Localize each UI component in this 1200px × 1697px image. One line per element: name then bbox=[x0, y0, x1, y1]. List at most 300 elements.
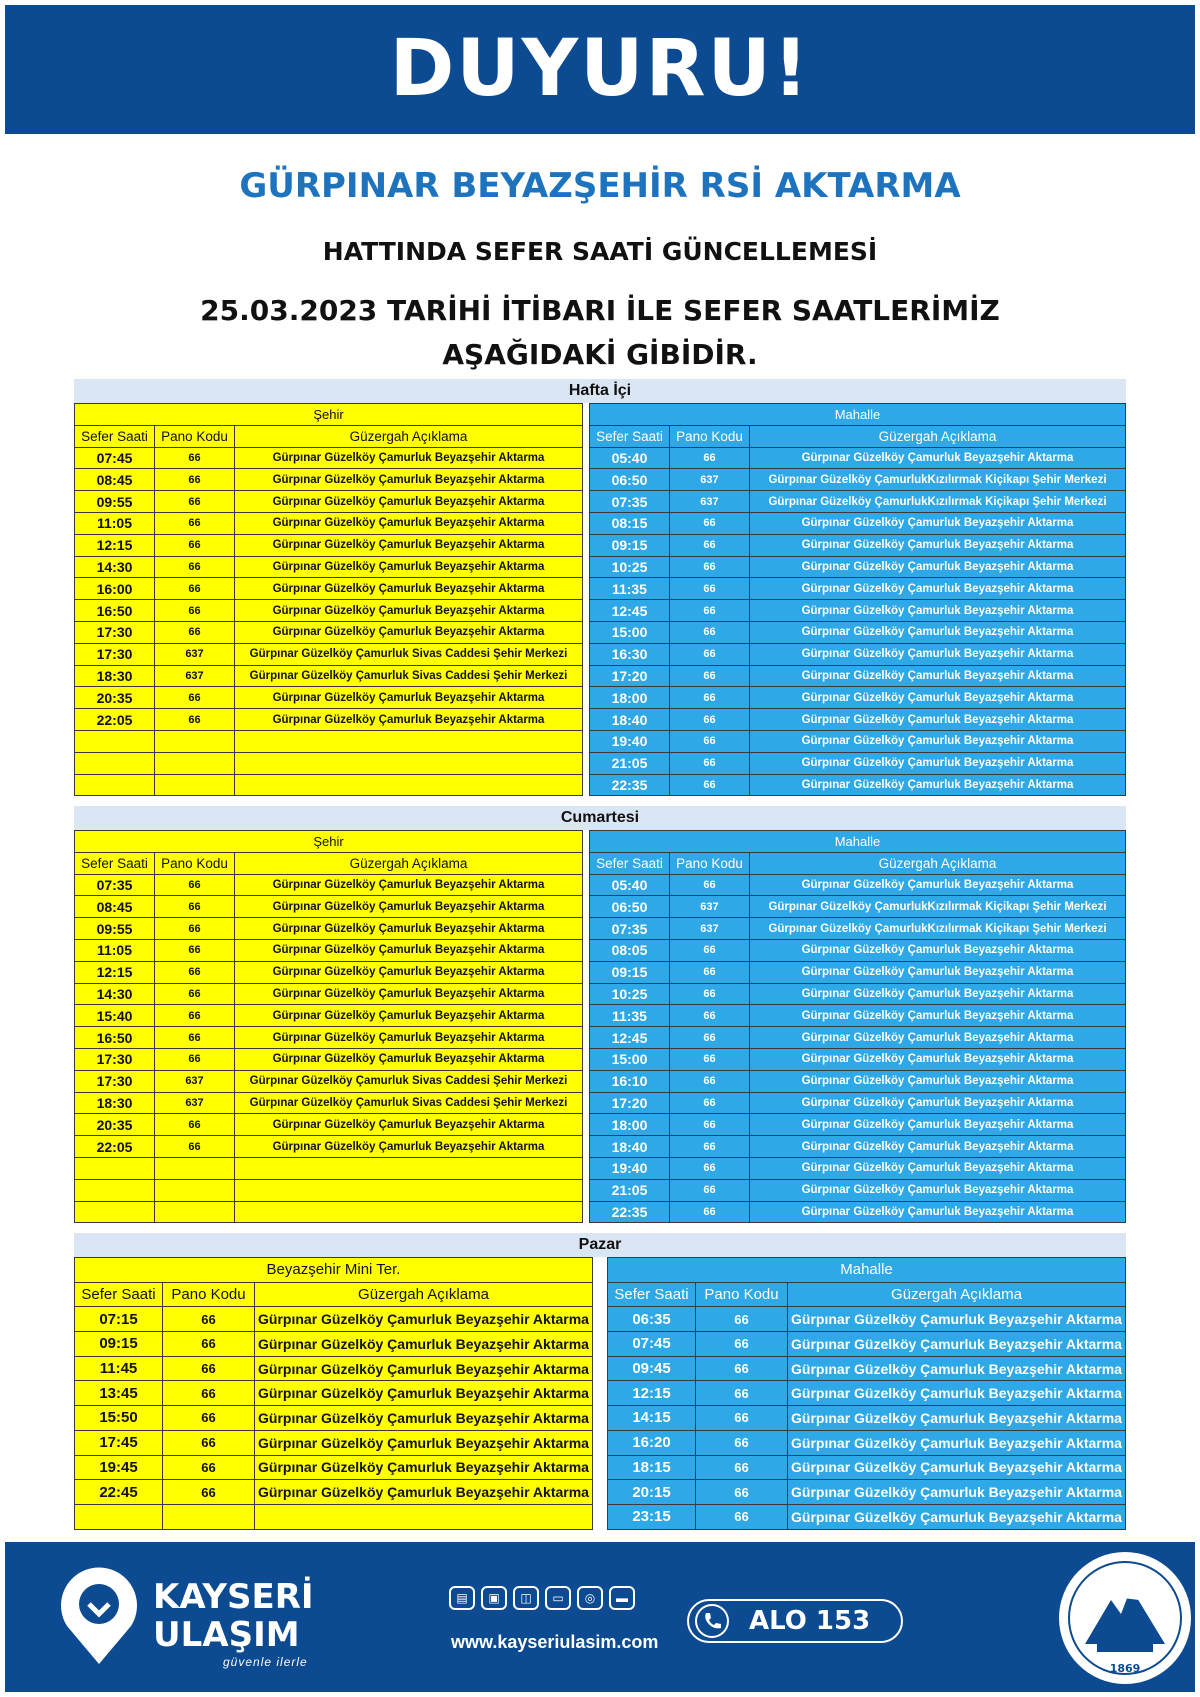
cell-route: Gürpınar Güzelköy Çamurluk Beyazşehir Aktarma bbox=[749, 983, 1125, 1005]
cell-code: 66 bbox=[163, 1307, 255, 1332]
cell-route: Gürpınar Güzelköy Çamurluk Beyazşehir Aktarma bbox=[255, 1356, 593, 1381]
table-row bbox=[608, 1430, 1126, 1455]
cell-code: 66 bbox=[163, 1381, 255, 1406]
table-row bbox=[75, 1307, 593, 1332]
cell-code: 66 bbox=[669, 1005, 749, 1027]
cell-route: Gürpınar Güzelköy Çamurluk Beyazşehir Aktarma bbox=[788, 1504, 1126, 1529]
cell-code: 66 bbox=[669, 687, 749, 709]
cell-time: 15:50 bbox=[75, 1406, 163, 1431]
cell-route: Gürpınar Güzelköy Çamurluk Beyazşehir Aktarma bbox=[235, 874, 583, 896]
table-row bbox=[75, 1157, 583, 1179]
cell-route: Gürpınar Güzelköy Çamurluk Beyazşehir Aktarma bbox=[749, 1157, 1125, 1179]
cell-time: 09:15 bbox=[589, 961, 669, 983]
cell-code: 66 bbox=[155, 687, 235, 709]
column-header-route: Güzergah Açıklama bbox=[235, 852, 583, 874]
table-row bbox=[75, 1504, 593, 1529]
table-title: Şehir bbox=[75, 404, 583, 426]
cell-route: Gürpınar Güzelköy Çamurluk Beyazşehir Aktarma bbox=[235, 556, 583, 578]
cell-code: 66 bbox=[155, 874, 235, 896]
cell-time: 22:45 bbox=[75, 1480, 163, 1505]
cell-time: 20:35 bbox=[75, 1114, 155, 1136]
cell-time: 17:20 bbox=[589, 665, 669, 687]
column-header-time: Sefer Saati bbox=[589, 425, 669, 447]
cell-time: 17:30 bbox=[75, 1070, 155, 1092]
table-row bbox=[608, 1455, 1126, 1480]
cell-code: 637 bbox=[669, 918, 749, 940]
table-row bbox=[589, 961, 1125, 983]
brand-line1: KAYSERİ bbox=[153, 1577, 314, 1617]
cell-time: 15:40 bbox=[75, 1005, 155, 1027]
table-row bbox=[75, 874, 583, 896]
table-row bbox=[75, 1114, 583, 1136]
table-row bbox=[75, 1027, 583, 1049]
cell-route: Gürpınar Güzelköy Çamurluk Beyazşehir Aktarma bbox=[255, 1480, 593, 1505]
cell-code: 66 bbox=[669, 1179, 749, 1201]
cell-time: 11:05 bbox=[75, 512, 155, 534]
column-header-time: Sefer Saati bbox=[75, 852, 155, 874]
table-row bbox=[589, 556, 1125, 578]
table-row bbox=[589, 1048, 1125, 1070]
cell-route: Gürpınar Güzelköy Çamurluk Beyazşehir Aktarma bbox=[235, 1027, 583, 1049]
cell-time: 10:25 bbox=[589, 983, 669, 1005]
column-header-row bbox=[608, 1282, 1126, 1307]
cell-route: Gürpınar Güzelköy Çamurluk Beyazşehir Aktarma bbox=[749, 1092, 1125, 1114]
column-header-time: Sefer Saati bbox=[589, 852, 669, 874]
table-row bbox=[75, 578, 583, 600]
table-row bbox=[75, 918, 583, 940]
table-row bbox=[75, 556, 583, 578]
cell-code: 66 bbox=[163, 1406, 255, 1431]
table-row bbox=[75, 1005, 583, 1027]
cell-code: 66 bbox=[696, 1332, 788, 1357]
cell-route: Gürpınar Güzelköy Çamurluk Beyazşehir Aktarma bbox=[749, 534, 1125, 556]
column-header-code: Pano Kodu bbox=[155, 425, 235, 447]
cell-time: 07:45 bbox=[608, 1332, 696, 1357]
cell-route: Gürpınar Güzelköy Çamurluk Beyazşehir Aktarma bbox=[749, 600, 1125, 622]
table-row bbox=[75, 1136, 583, 1158]
table-title: Mahalle bbox=[589, 831, 1125, 853]
column-header-time: Sefer Saati bbox=[608, 1282, 696, 1307]
column-header-route: Güzergah Açıklama bbox=[255, 1282, 593, 1307]
cell-time: 11:35 bbox=[589, 1005, 669, 1027]
cell-time: 08:45 bbox=[75, 896, 155, 918]
table-row bbox=[589, 874, 1125, 896]
cell-route: Gürpınar Güzelköy Çamurluk Beyazşehir Aktarma bbox=[235, 600, 583, 622]
cell-time bbox=[75, 730, 155, 752]
tram-icon: ▤ bbox=[449, 1586, 475, 1610]
cell-route: Gürpınar Güzelköy Çamurluk Beyazşehir Aktarma bbox=[235, 578, 583, 600]
cell-route: Gürpınar Güzelköy Çamurluk Beyazşehir Aktarma bbox=[749, 1048, 1125, 1070]
cell-code: 66 bbox=[669, 1136, 749, 1158]
cell-time: 12:15 bbox=[608, 1381, 696, 1406]
cell-time: 18:30 bbox=[75, 665, 155, 687]
cell-route: Gürpınar Güzelköy Çamurluk Beyazşehir Aktarma bbox=[749, 1070, 1125, 1092]
table-row bbox=[75, 534, 583, 556]
cell-route: Gürpınar Güzelköy Çamurluk Beyazşehir Aktarma bbox=[788, 1480, 1126, 1505]
cell-code: 66 bbox=[163, 1356, 255, 1381]
cell-route bbox=[235, 1179, 583, 1201]
cell-route: Gürpınar Güzelköy Çamurluk Beyazşehir Aktarma bbox=[235, 1048, 583, 1070]
cell-code: 637 bbox=[155, 1092, 235, 1114]
cell-time: 16:20 bbox=[608, 1430, 696, 1455]
table-title-row bbox=[75, 831, 583, 853]
cell-code: 66 bbox=[669, 512, 749, 534]
cell-route bbox=[255, 1504, 593, 1529]
cell-code: 66 bbox=[155, 447, 235, 469]
cell-route bbox=[235, 1157, 583, 1179]
cell-route: Gürpınar Güzelköy Çamurluk Beyazşehir Aktarma bbox=[788, 1332, 1126, 1357]
cell-code: 66 bbox=[163, 1455, 255, 1480]
phone-icon bbox=[695, 1604, 729, 1638]
cell-route bbox=[235, 774, 583, 796]
cell-route: Gürpınar Güzelköy Çamurluk Beyazşehir Aktarma bbox=[749, 578, 1125, 600]
cell-time: 09:15 bbox=[75, 1332, 163, 1357]
bicycle-icon: ◎ bbox=[577, 1586, 603, 1610]
table-row bbox=[589, 643, 1125, 665]
table-row bbox=[589, 491, 1125, 513]
table-row bbox=[589, 621, 1125, 643]
table-title-row bbox=[608, 1258, 1126, 1283]
cell-code: 66 bbox=[155, 918, 235, 940]
cell-time: 09:55 bbox=[75, 491, 155, 513]
effective-date-line2: AŞAĞIDAKİ GİBİDİR. bbox=[442, 338, 758, 371]
cell-route: Gürpınar Güzelköy Çamurluk Beyazşehir Aktarma bbox=[788, 1356, 1126, 1381]
cell-route bbox=[235, 730, 583, 752]
table-row bbox=[75, 643, 583, 665]
cell-route: Gürpınar Güzelköy ÇamurlukKızılırmak Kiçikapı Şehir Merkezi bbox=[749, 918, 1125, 940]
cell-time: 05:40 bbox=[589, 874, 669, 896]
table-row bbox=[589, 774, 1125, 796]
column-header-row bbox=[589, 425, 1125, 447]
cell-route: Gürpınar Güzelköy Çamurluk Sivas Caddesi Şehir Merkezi bbox=[235, 1070, 583, 1092]
cell-code: 66 bbox=[163, 1480, 255, 1505]
cell-route: Gürpınar Güzelköy Çamurluk Beyazşehir Aktarma bbox=[255, 1381, 593, 1406]
cell-route: Gürpınar Güzelköy Çamurluk Beyazşehir Aktarma bbox=[749, 556, 1125, 578]
cell-route: Gürpınar Güzelköy Çamurluk Beyazşehir Aktarma bbox=[788, 1307, 1126, 1332]
table-row bbox=[75, 1480, 593, 1505]
cell-time: 06:35 bbox=[608, 1307, 696, 1332]
table-row bbox=[75, 961, 583, 983]
cell-code: 66 bbox=[669, 983, 749, 1005]
cell-time: 15:00 bbox=[589, 621, 669, 643]
schedule-table-mahalle bbox=[607, 1257, 1126, 1530]
cell-code: 66 bbox=[669, 752, 749, 774]
cell-time: 08:05 bbox=[589, 939, 669, 961]
cell-code: 66 bbox=[669, 939, 749, 961]
table-row bbox=[75, 447, 583, 469]
cell-time: 17:45 bbox=[75, 1430, 163, 1455]
cell-code: 66 bbox=[669, 1201, 749, 1223]
cell-route: Gürpınar Güzelköy Çamurluk Beyazşehir Aktarma bbox=[235, 1114, 583, 1136]
cell-route: Gürpınar Güzelköy Çamurluk Beyazşehir Aktarma bbox=[749, 447, 1125, 469]
cell-code: 66 bbox=[669, 665, 749, 687]
update-title: HATTINDA SEFER SAATİ GÜNCELLEMESİ bbox=[322, 237, 878, 266]
table-row bbox=[589, 1201, 1125, 1223]
cell-code: 66 bbox=[669, 709, 749, 731]
effective-date-line1: 25.03.2023 TARİHİ İTİBARI İLE SEFER SAATLERİMİZ bbox=[200, 294, 1000, 327]
cell-time: 05:40 bbox=[589, 447, 669, 469]
cell-code: 66 bbox=[696, 1406, 788, 1431]
table-row bbox=[608, 1504, 1126, 1529]
cell-time: 11:05 bbox=[75, 939, 155, 961]
cell-time: 09:45 bbox=[608, 1356, 696, 1381]
column-header-time: Sefer Saati bbox=[75, 425, 155, 447]
table-row bbox=[589, 1070, 1125, 1092]
cell-route: Gürpınar Güzelköy Çamurluk Beyazşehir Aktarma bbox=[749, 621, 1125, 643]
cell-route: Gürpınar Güzelköy ÇamurlukKızılırmak Kiçikapı Şehir Merkezi bbox=[749, 469, 1125, 491]
brand-line2: ULAŞIM bbox=[153, 1615, 300, 1655]
cell-time: 16:50 bbox=[75, 1027, 155, 1049]
table-row bbox=[589, 512, 1125, 534]
cell-route: Gürpınar Güzelköy Çamurluk Sivas Caddesi Şehir Merkezi bbox=[235, 1092, 583, 1114]
cell-route: Gürpınar Güzelköy Çamurluk Beyazşehir Aktarma bbox=[235, 961, 583, 983]
column-header-route: Güzergah Açıklama bbox=[788, 1282, 1126, 1307]
table-row bbox=[75, 512, 583, 534]
cell-code: 66 bbox=[669, 730, 749, 752]
cell-code: 66 bbox=[155, 1005, 235, 1027]
cell-time: 13:45 bbox=[75, 1381, 163, 1406]
table-row bbox=[75, 896, 583, 918]
cell-route: Gürpınar Güzelköy Çamurluk Beyazşehir Aktarma bbox=[788, 1430, 1126, 1455]
bus-front-icon: ◫ bbox=[513, 1586, 539, 1610]
cell-code: 637 bbox=[155, 665, 235, 687]
card-icon: ▬ bbox=[609, 1586, 635, 1610]
schedule-table-beyazsehir bbox=[74, 1257, 593, 1530]
cell-time: 18:30 bbox=[75, 1092, 155, 1114]
cell-time: 14:30 bbox=[75, 556, 155, 578]
cell-route: Gürpınar Güzelköy Çamurluk Beyazşehir Aktarma bbox=[749, 874, 1125, 896]
cell-code: 66 bbox=[155, 709, 235, 731]
cell-code: 66 bbox=[696, 1381, 788, 1406]
table-row bbox=[608, 1307, 1126, 1332]
schedule-table-mahalle bbox=[589, 830, 1126, 1223]
car-icon: ▭ bbox=[545, 1586, 571, 1610]
cell-code: 66 bbox=[696, 1455, 788, 1480]
cell-route: Gürpınar Güzelköy Çamurluk Beyazşehir Aktarma bbox=[255, 1406, 593, 1431]
cell-code: 66 bbox=[155, 556, 235, 578]
cell-code bbox=[155, 1201, 235, 1223]
transport-icons bbox=[449, 1586, 635, 1610]
announcement-banner bbox=[5, 5, 1195, 134]
cell-code bbox=[155, 1179, 235, 1201]
cell-code: 66 bbox=[669, 1027, 749, 1049]
cell-time: 21:05 bbox=[589, 1179, 669, 1201]
section-saturday bbox=[74, 806, 1126, 1223]
cell-code bbox=[155, 1157, 235, 1179]
brand-tagline: güvenle ilerle bbox=[223, 1655, 308, 1669]
section-title: Hafta İçi bbox=[74, 379, 1126, 403]
table-row bbox=[589, 687, 1125, 709]
hotline-badge[interactable] bbox=[687, 1599, 903, 1643]
column-header-code: Pano Kodu bbox=[155, 852, 235, 874]
cell-time: 18:00 bbox=[589, 1114, 669, 1136]
cell-time bbox=[75, 752, 155, 774]
schedule-table-mahalle bbox=[589, 403, 1126, 796]
cell-time: 12:15 bbox=[75, 534, 155, 556]
cell-code: 66 bbox=[155, 469, 235, 491]
table-row bbox=[75, 1406, 593, 1431]
column-header-code: Pano Kodu bbox=[669, 852, 749, 874]
cell-code: 66 bbox=[669, 556, 749, 578]
table-row bbox=[75, 730, 583, 752]
cell-time: 09:55 bbox=[75, 918, 155, 940]
cell-code: 637 bbox=[155, 643, 235, 665]
cell-time bbox=[75, 1201, 155, 1223]
cell-route: Gürpınar Güzelköy Çamurluk Beyazşehir Aktarma bbox=[235, 939, 583, 961]
cell-code: 66 bbox=[669, 961, 749, 983]
cell-route: Gürpınar Güzelköy Çamurluk Beyazşehir Aktarma bbox=[235, 983, 583, 1005]
cell-code: 66 bbox=[163, 1332, 255, 1357]
seal-year: 1869 bbox=[1109, 1662, 1141, 1675]
table-row bbox=[589, 983, 1125, 1005]
cell-time bbox=[75, 1504, 163, 1529]
cell-time: 15:00 bbox=[589, 1048, 669, 1070]
table-row bbox=[589, 578, 1125, 600]
cell-code: 66 bbox=[696, 1307, 788, 1332]
cell-code: 66 bbox=[669, 774, 749, 796]
cell-route: Gürpınar Güzelköy Çamurluk Beyazşehir Aktarma bbox=[749, 1201, 1125, 1223]
cell-code: 66 bbox=[155, 983, 235, 1005]
cell-route: Gürpınar Güzelköy Çamurluk Beyazşehir Aktarma bbox=[235, 687, 583, 709]
cell-time: 14:15 bbox=[608, 1406, 696, 1431]
cell-code: 66 bbox=[155, 939, 235, 961]
cell-code: 66 bbox=[696, 1430, 788, 1455]
table-row bbox=[75, 665, 583, 687]
table-row bbox=[75, 1070, 583, 1092]
cell-route: Gürpınar Güzelköy Çamurluk Beyazşehir Aktarma bbox=[235, 621, 583, 643]
cell-code: 66 bbox=[669, 1114, 749, 1136]
hotline-number: ALO 153 bbox=[749, 1606, 871, 1636]
cell-time: 07:35 bbox=[75, 874, 155, 896]
cell-code: 66 bbox=[163, 1430, 255, 1455]
table-row bbox=[608, 1332, 1126, 1357]
cell-route: Gürpınar Güzelköy ÇamurlukKızılırmak Kiçikapı Şehir Merkezi bbox=[749, 491, 1125, 513]
cell-time bbox=[75, 1179, 155, 1201]
cell-time: 12:15 bbox=[75, 961, 155, 983]
table-row bbox=[75, 1381, 593, 1406]
cell-code: 637 bbox=[669, 469, 749, 491]
cell-route: Gürpınar Güzelköy Çamurluk Beyazşehir Aktarma bbox=[235, 896, 583, 918]
table-title: Şehir bbox=[75, 831, 583, 853]
cell-route: Gürpınar Güzelköy Çamurluk Beyazşehir Aktarma bbox=[235, 447, 583, 469]
cell-time: 17:30 bbox=[75, 1048, 155, 1070]
section-weekday bbox=[74, 379, 1126, 796]
cell-code: 66 bbox=[155, 1114, 235, 1136]
table-row bbox=[75, 621, 583, 643]
cell-time: 16:30 bbox=[589, 643, 669, 665]
cell-route: Gürpınar Güzelköy ÇamurlukKızılırmak Kiçikapı Şehir Merkezi bbox=[749, 896, 1125, 918]
cell-time: 07:15 bbox=[75, 1307, 163, 1332]
cell-time: 19:40 bbox=[589, 1157, 669, 1179]
cell-time: 17:20 bbox=[589, 1092, 669, 1114]
cell-time: 20:15 bbox=[608, 1480, 696, 1505]
table-row bbox=[589, 600, 1125, 622]
cell-time: 17:30 bbox=[75, 643, 155, 665]
cell-code: 66 bbox=[155, 512, 235, 534]
cell-route: Gürpınar Güzelköy Çamurluk Beyazşehir Aktarma bbox=[255, 1430, 593, 1455]
cell-time: 06:50 bbox=[589, 896, 669, 918]
cell-time: 08:45 bbox=[75, 469, 155, 491]
brand-name bbox=[153, 1578, 314, 1654]
table-row bbox=[589, 534, 1125, 556]
cell-code bbox=[155, 730, 235, 752]
table-row bbox=[608, 1356, 1126, 1381]
section-title: Pazar bbox=[74, 1233, 1126, 1257]
table-row bbox=[75, 1455, 593, 1480]
cell-route: Gürpınar Güzelköy Çamurluk Beyazşehir Aktarma bbox=[788, 1406, 1126, 1431]
table-row bbox=[75, 939, 583, 961]
cell-time: 16:50 bbox=[75, 600, 155, 622]
cell-code: 66 bbox=[669, 1092, 749, 1114]
table-row bbox=[589, 1157, 1125, 1179]
table-row bbox=[75, 1356, 593, 1381]
cell-route: Gürpınar Güzelköy Çamurluk Beyazşehir Aktarma bbox=[235, 918, 583, 940]
cell-route: Gürpınar Güzelköy Çamurluk Sivas Caddesi Şehir Merkezi bbox=[235, 643, 583, 665]
cell-code bbox=[163, 1504, 255, 1529]
cell-route: Gürpınar Güzelköy Çamurluk Beyazşehir Aktarma bbox=[255, 1307, 593, 1332]
column-header-row bbox=[75, 1282, 593, 1307]
cell-code: 66 bbox=[155, 621, 235, 643]
column-header-route: Güzergah Açıklama bbox=[749, 852, 1125, 874]
cell-route: Gürpınar Güzelköy Çamurluk Beyazşehir Aktarma bbox=[235, 1005, 583, 1027]
table-row bbox=[589, 709, 1125, 731]
schedule-table-sehir bbox=[74, 830, 583, 1223]
cell-time bbox=[75, 1157, 155, 1179]
cell-code: 66 bbox=[696, 1480, 788, 1505]
cell-route: Gürpınar Güzelköy Çamurluk Beyazşehir Aktarma bbox=[749, 730, 1125, 752]
cell-route: Gürpınar Güzelköy Çamurluk Beyazşehir Aktarma bbox=[235, 1136, 583, 1158]
cell-time: 10:25 bbox=[589, 556, 669, 578]
table-title: Mahalle bbox=[608, 1258, 1126, 1283]
column-header-row bbox=[75, 852, 583, 874]
municipality-seal-icon bbox=[1057, 1548, 1193, 1688]
column-header-code: Pano Kodu bbox=[163, 1282, 255, 1307]
schedule-table-sehir bbox=[74, 403, 583, 796]
effective-date-text bbox=[0, 289, 1200, 377]
table-row bbox=[75, 491, 583, 513]
table-row bbox=[589, 896, 1125, 918]
cell-time: 18:40 bbox=[589, 1136, 669, 1158]
cell-time: 06:50 bbox=[589, 469, 669, 491]
cell-code bbox=[155, 752, 235, 774]
cell-route: Gürpınar Güzelköy Çamurluk Beyazşehir Aktarma bbox=[749, 709, 1125, 731]
cell-time: 18:15 bbox=[608, 1455, 696, 1480]
cell-code: 66 bbox=[155, 1027, 235, 1049]
table-title-row bbox=[75, 1258, 593, 1283]
line-title: GÜRPINAR BEYAZŞEHİR RSİ AKTARMA bbox=[239, 166, 961, 206]
cell-route: Gürpınar Güzelköy Çamurluk Beyazşehir Aktarma bbox=[749, 1179, 1125, 1201]
column-header-code: Pano Kodu bbox=[696, 1282, 788, 1307]
table-row bbox=[75, 1430, 593, 1455]
table-row bbox=[589, 1027, 1125, 1049]
table-row bbox=[589, 730, 1125, 752]
cell-code: 66 bbox=[669, 621, 749, 643]
cell-time: 12:45 bbox=[589, 1027, 669, 1049]
table-row bbox=[589, 447, 1125, 469]
website-link[interactable]: www.kayseriulasim.com bbox=[451, 1632, 659, 1652]
cell-code: 66 bbox=[669, 1070, 749, 1092]
cell-code: 637 bbox=[669, 896, 749, 918]
cell-time: 16:10 bbox=[589, 1070, 669, 1092]
cell-time: 23:15 bbox=[608, 1504, 696, 1529]
cell-route: Gürpınar Güzelköy Çamurluk Beyazşehir Aktarma bbox=[255, 1455, 593, 1480]
section-sunday bbox=[74, 1233, 1126, 1530]
cell-time: 19:45 bbox=[75, 1455, 163, 1480]
table-row bbox=[75, 687, 583, 709]
cell-route: Gürpınar Güzelköy Çamurluk Beyazşehir Aktarma bbox=[235, 709, 583, 731]
cell-time: 18:40 bbox=[589, 709, 669, 731]
cell-route: Gürpınar Güzelköy Çamurluk Beyazşehir Aktarma bbox=[749, 643, 1125, 665]
